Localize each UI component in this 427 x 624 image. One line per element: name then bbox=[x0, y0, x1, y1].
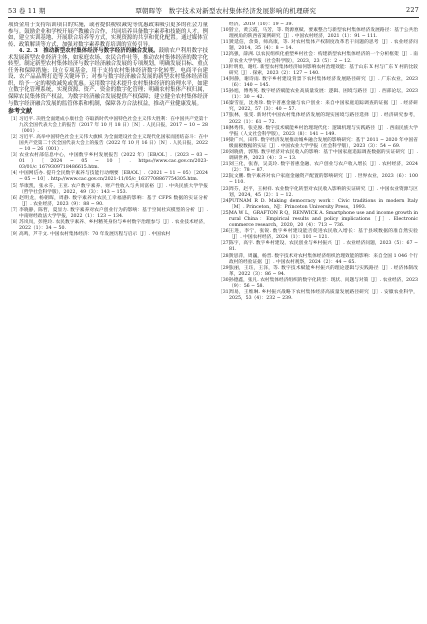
reference-text: 习近平. 高举中国特色社会主义伟大旗帜 为全面建设社会主义现代化国家而团结奋斗：在中国共产党第二十次全国代表大会上的报告（2022 年 10 月 16 日）［N］. 人民日报，2022 − 10 − 26（001）. bbox=[19, 134, 208, 152]
reference-item bbox=[218, 101, 418, 113]
left-column bbox=[8, 22, 208, 618]
reference-item bbox=[218, 162, 418, 174]
reference-number: ［6］ bbox=[8, 195, 21, 201]
reference-item bbox=[218, 266, 418, 278]
section-heading: 4. 2. 3 推动新型农村集体经济与数字经济的融合发展。 bbox=[18, 48, 159, 55]
reference-item bbox=[218, 89, 418, 101]
reference-item bbox=[218, 65, 418, 77]
reference-item bbox=[218, 126, 418, 138]
reference-text: 秦雪征，沈尧珍. 数字普惠金融与农户创业：来自中国家庭追踪调查的证据［J］. 经济研究，2022，57（3）：40 − 57. bbox=[229, 101, 418, 113]
reference-item bbox=[218, 150, 418, 162]
reference-text: 习近平. 决胜全面建成小康社会 夺取新时代中国特色社会主义伟大胜利：在中国共产党第十九次全国代表大会上的报告（2017 年 10 月 18 日）［N］. 人民日报，2017 − 10 − 28（001）. bbox=[19, 116, 208, 134]
reference-item bbox=[218, 187, 418, 199]
reference-text: PUTNAM R D. Making democracy work：Civic traditions in modern Italy［M］. Princeton，NJ：Princeton University Press，1993. bbox=[229, 198, 418, 210]
reference-number: ［15］ bbox=[218, 89, 234, 95]
reference-number: ［20］ bbox=[218, 149, 234, 155]
reference-number: ［8］ bbox=[8, 220, 21, 226]
reference-text: 王进，李宁，张锐. 数字乡村建设能否促进农民收入增长：基于县域数据的准自然实验［J］. 中国农村经济，2024（1）：101 − 121. bbox=[229, 229, 418, 241]
reference-item bbox=[218, 40, 418, 52]
reference-list-continued bbox=[218, 22, 418, 302]
reference-list bbox=[8, 117, 208, 239]
reference-text: 周芬，赵平，王树祥. 农业数字化转型对农民收入影响的实证研究［J］. 中国农业资源与区划，2024，45（2）：1 − 12. bbox=[229, 186, 418, 198]
reference-text: MA W L，GRAFTON R Q，RENWICK A. Smartphone use and income growth in rural China：Empirical results and policy implications［J］. Electronic commerce research，2020，20（4）：713 − 736. bbox=[229, 210, 418, 229]
reference-text: 苏岚岚，彭艳玲. 农民数字素养、乡村精英身份与乡村数字治理参与［J］. 农业技术经济，2022（1）：34 − 50. bbox=[19, 220, 208, 232]
reference-item bbox=[8, 117, 208, 135]
reference-number: ［7］ bbox=[8, 207, 21, 213]
running-header bbox=[8, 4, 419, 16]
reference-number: ［5］ bbox=[8, 183, 21, 189]
reference-item bbox=[8, 153, 208, 171]
reference-number: ［23］ bbox=[218, 186, 234, 192]
reference-text: 黄思萍，周巍，杨晋. 数字技术对农村集体经济组织治理效能的影响：来自全国 1 046 个行政村的经验证据［J］. 中国农村观察，2024（2）：44 − 65. bbox=[229, 253, 418, 265]
reference-number: ［11］ bbox=[218, 40, 234, 46]
reference-number: ［2］ bbox=[8, 134, 21, 140]
reference-number: ［24］ bbox=[218, 198, 234, 204]
reference-number: ［27］ bbox=[218, 241, 234, 247]
header-rule bbox=[8, 17, 419, 18]
reference-text: 叶明勇，谢红. 新型农村集体经济如何影响农村治理效能：基于山东 X 村与广东 Y 村的比较研究［J］. 探索，2023（2）：127 − 140. bbox=[229, 64, 418, 76]
reference-number: ［12］ bbox=[218, 52, 234, 58]
reference-text: 何静，谢诗雨. 数字乡村建设背景下农村集体经济发展路径研究［J］. 广东农业，2023（6）：140 − 145. bbox=[229, 76, 418, 88]
reference-number: ［17］ bbox=[218, 113, 234, 119]
reference-number: ［13］ bbox=[218, 64, 234, 70]
reference-text: 赵明龙，杨朝晖，周静. 数字素养对农民工幸福感的影响：基于 CFPS 数据的实证分析［J］. 农业经济，2023（9）：88 − 90. bbox=[19, 195, 208, 207]
reference-number: ［19］ bbox=[218, 137, 234, 143]
reference-item bbox=[218, 229, 418, 241]
reference-item bbox=[8, 171, 208, 183]
reference-number: ［29］ bbox=[218, 265, 234, 271]
reference-item bbox=[218, 113, 418, 125]
reference-item bbox=[8, 220, 208, 232]
reference-item bbox=[8, 135, 208, 153]
reference-number: ［28］ bbox=[218, 253, 234, 259]
page-number: 227 bbox=[405, 6, 419, 14]
reference-text: 陈宇，高宇. 数字乡村建设、农民创业与乡村振兴［J］. 农业经济问题，2023（5）：67 − 81. bbox=[229, 241, 418, 253]
article-running-title: 覃朝晖等 数字技术对新型农村集体经济发展影响的机理研究 bbox=[135, 6, 317, 15]
reference-item bbox=[218, 77, 418, 89]
references-title: 参考文献 bbox=[8, 108, 33, 116]
reference-item bbox=[218, 28, 418, 40]
reference-text: 张丽，王珏，王泽，等. 数字技术赋能乡村振兴的理论逻辑与实践路径［J］. 经济体制改革，2022（3）：86 − 94. bbox=[229, 265, 418, 277]
reference-number: ［22］ bbox=[218, 174, 234, 180]
reference-text: 林秀伟，张克俊. 数字技术赋能乡村治理现代化：逻辑机理与实践路径［J］. 西南民族大学学报（人文社会科学版），2023（8）：141 − 149. bbox=[229, 125, 418, 137]
reference-item bbox=[218, 52, 418, 64]
reference-item bbox=[218, 290, 418, 302]
reference-item bbox=[218, 278, 418, 290]
reference-item bbox=[218, 254, 418, 266]
reference-text: 孙旭，傅秀英. 数字经济赋能农业高质量发展：逻辑、困境与路径［J］. 西部论坛，2023（1）：30 − 42. bbox=[229, 89, 418, 101]
reference-number: ［4］ bbox=[8, 171, 21, 177]
reference-item bbox=[218, 211, 418, 229]
section-body: 鼓励农户利用数字技术发展新型农业经济主体，如家庭农场、农民合作社等，推动农村集体经济的数字化转型。制定新型农村集体经济与数字经济融合发展的专项规划，明确发展目标、重点任务和保障措施；设立专项基金，用于支持农村集体经济数字化转型、电商平台建设、农产品品牌打造等关键环节；对参与数字经济融合发展的新型农村集体经济组织，给予一定的税收减免或优惠。运用数字技术提升农村集体经济的治理水平，如建立数字化管理系统，实现资源、资产、资金的数字化管理；明确农村集体产权归属，保障农民集体资产权益，为数字经济融合发展提供产权保障；建立健全农村集体经济与数字经济融合发展的监管体系和机制，保障各方合法权益，推动产业健康发展。 bbox=[8, 48, 208, 107]
reference-item bbox=[8, 196, 208, 208]
reference-text: 刘三化，张春，吴美玲. 数字普惠金融、农户创业与农户收入增长［J］. 农村经济，2024（2）：78 − 87. bbox=[229, 162, 418, 174]
reference-text: 曾立，黄云霞，马芳，等. 资源禀赋、要素整合与新型农村集体经济发展路径：基于公共治理视角的陕西省案例研究［J］. 中国农村经济，2021（1）：91 − 111. bbox=[229, 28, 418, 40]
reference-number: ［26］ bbox=[218, 229, 234, 235]
reference-number: ［21］ bbox=[218, 162, 234, 168]
reference-item bbox=[218, 199, 418, 211]
section-paragraph bbox=[8, 48, 208, 107]
body-paragraph: 项资金用于支持培训项目的实施，或者提供税收减免等优惠政策吸引更多的社会力量参与。鼓励企业和学校开展产教融合合作，共同培养具备数字素养和技能的人才。例如，建立实训基地、开展联合培养等方式，实现资源的共享和优化配置。通过媒体宣传、政策解读等方式，加强对数字素养教育培训的宣传引导。 bbox=[8, 22, 208, 48]
reference-text: 张林，张雯. 新时代中国农村集体经济发展的现实困境与路径选择［J］. 经济研究参考，2022（1）：61 − 72. bbox=[229, 113, 418, 125]
reference-item bbox=[218, 174, 418, 186]
reference-text: 高鸣，芦千文. 中国农村集体经济：70 年发展历程与启示［J］. 中国农村 bbox=[19, 232, 171, 238]
reference-item bbox=[8, 208, 208, 220]
reference-number: ［10］ bbox=[218, 28, 234, 34]
reference-text: 高强，薛洲. 以农民组织化重塑乡村社会：构建新型农村集体经济的一个分析框架［J］. 南京农业大学学报（社会科学版），2023，23（5）：2 − 12. bbox=[229, 52, 418, 64]
reference-text: 华康凯，张永芬，王亚. 农户数字素养、财产性收入与共同富裕［J］. 中央民族大学学报（哲学社会科学版），2022，49（3）：143 − 153. bbox=[19, 183, 208, 195]
reference-text: 阮文鹏. 数字素养对农户家庭金融资产配置的影响研究［J］. 世界农业，2023（6）：100 − 110. bbox=[229, 174, 418, 186]
reference-number: ［3］ bbox=[8, 153, 21, 159]
reference-text: 梁广兴，田伟. 数字经济发展推动城乡融合发展的影响研究：基于 2011 − 2020 年中国省级面板数据的实证［J］. 中国农业大学学报（社会科学版），2023（3）：54 − 69. bbox=[229, 137, 418, 149]
right-column bbox=[218, 22, 418, 618]
reference-text: 刘晓倩，郭翔. 数字经济对农民收入的影响：基于中国家庭追踪调查数据的实证研究［J］. 调研世界，2023（4）：3 − 13. bbox=[229, 149, 418, 162]
reference-item bbox=[8, 184, 208, 196]
reference-text: 李晓静，陈哲，夏显力. 数字素养对农户创业行为的影响：基于空间杜宾模型的分析［J］. 中南财经政法大学学报，2022（1）：123 − 134. bbox=[19, 207, 208, 220]
reference-text: 黄延信，余葵，师高康，等. 对农村集体产权制度改革若干问题的思考［J］. 农业经济问题，2014，35（4）：8 − 14. bbox=[229, 40, 418, 52]
reference-number: ［30］ bbox=[218, 277, 234, 283]
reference-number: ［16］ bbox=[218, 101, 234, 107]
reference-text: 中国网信办. 提升全民数字素养与技能行动纲要［EB/OL］.（2021 − 11 − 05）［2024 − 05 − 10］. http://www.cac.gov.cn/2021-11/05/c_1637708867754305.htm. bbox=[19, 171, 208, 183]
reference-text: 经济，2019（10）：19 − 39. bbox=[229, 22, 294, 27]
reference-number: ［9］ bbox=[8, 232, 21, 238]
reference-text: 周易，王维琳. 乡村振兴战略下农村集体经济高质量发展路径研究［J］. 安徽农业科学，2025，53（4）：232 − 239. bbox=[229, 290, 418, 302]
reference-number: ［14］ bbox=[218, 76, 234, 82]
reference-item bbox=[218, 241, 418, 253]
reference-item bbox=[218, 138, 418, 150]
reference-number: ［31］ bbox=[218, 290, 234, 296]
reference-number: ［25］ bbox=[218, 210, 234, 216]
reference-text: 农业农村部信息中心，中国数字乡村发展报告（2022 年）［EB/OL］.（2023 − 03 − 01）［2024 − 05 − 10］. https://www.cac.gov.cn/2023-03/01/c_1679309718486615.htm. bbox=[19, 153, 208, 171]
reference-text: 孙德鑫，张凡. 农村集体经济组织的数字化转型：现状、问题与对策［J］. 农业经济，2023（9）：56 − 58. bbox=[229, 277, 418, 290]
reference-item bbox=[8, 232, 208, 238]
issue-label: 53 卷 11 期 bbox=[8, 6, 46, 15]
reference-number: ［18］ bbox=[218, 125, 234, 131]
reference-number: ［1］ bbox=[8, 116, 21, 122]
